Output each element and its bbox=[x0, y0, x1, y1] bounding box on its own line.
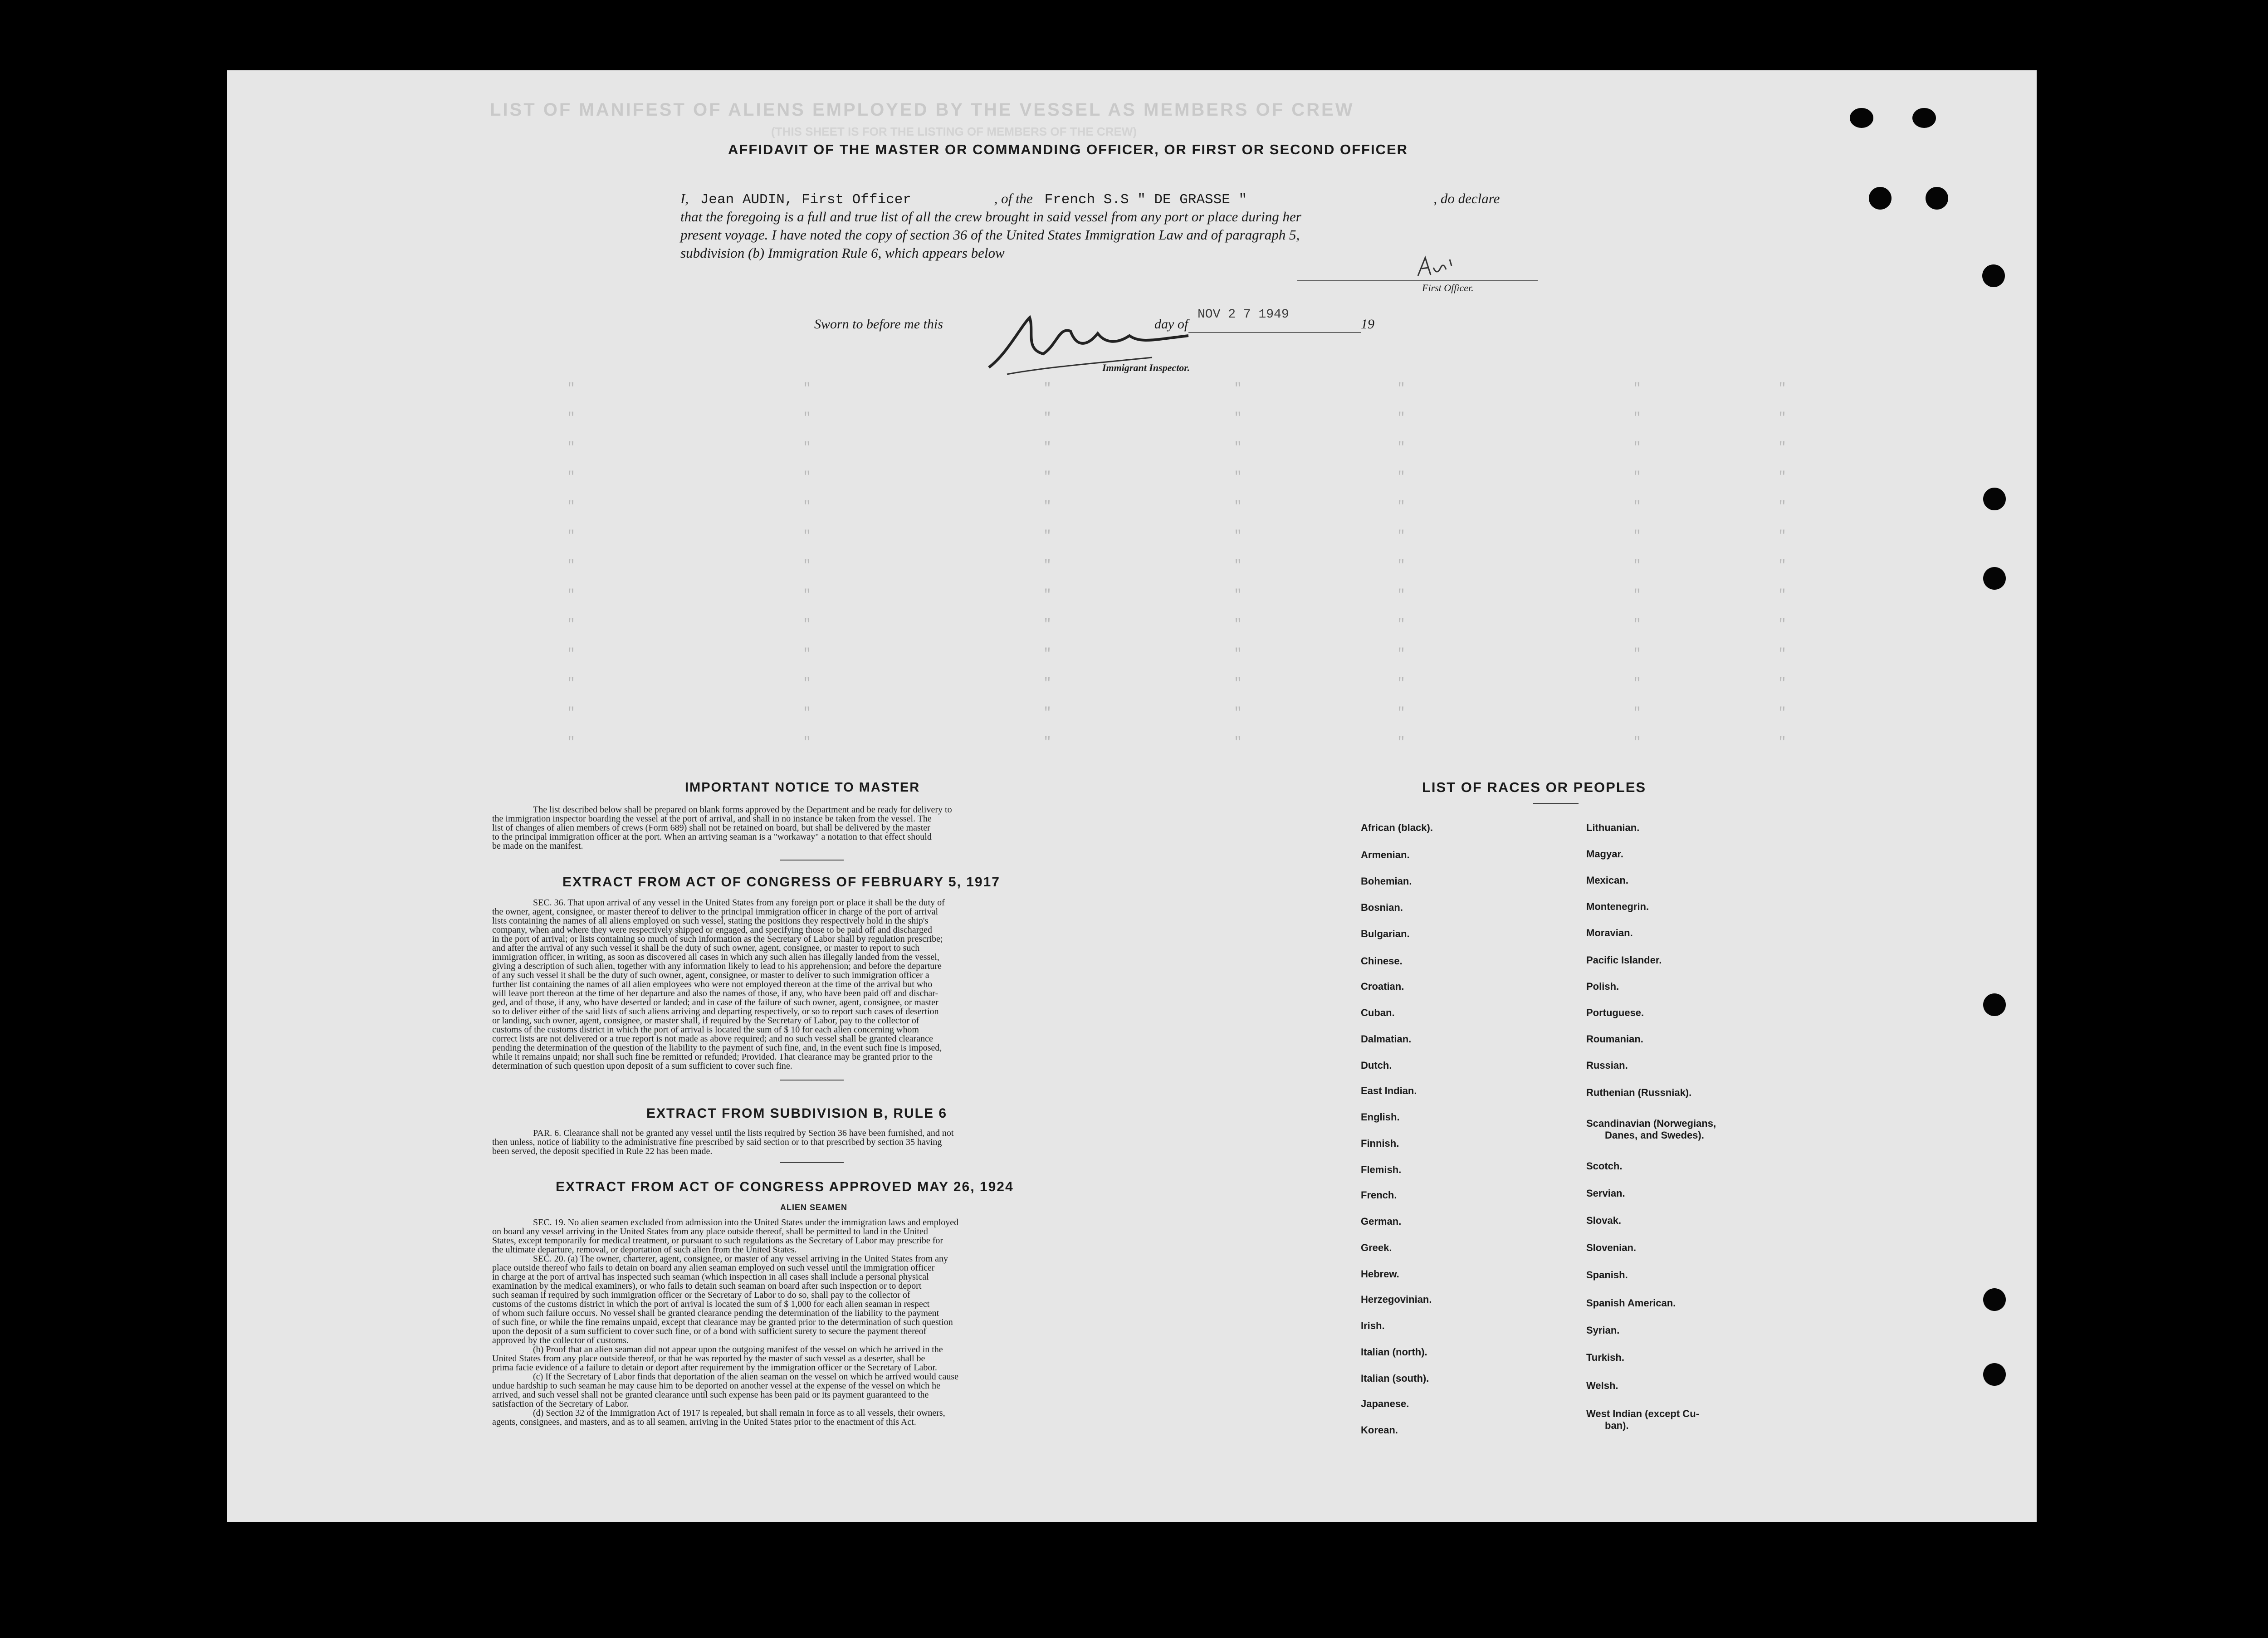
race-item: East Indian. bbox=[1361, 1085, 1417, 1096]
declaration-end: , do declare bbox=[1433, 191, 1500, 206]
extract-1924-line: approved by the collector of customs. bbox=[492, 1335, 629, 1345]
extract-rule6-line: then unless, notice of liability to the administrative fine prescribed by said section or to that prescribed by section 35 having bbox=[492, 1137, 942, 1147]
notice-line: The list described below shall be prepared on blank forms approved by the Department and be ready for delivery to bbox=[533, 805, 952, 815]
declaration-line-4: subdivision (b) Immigration Rule 6, which appears below bbox=[680, 245, 1005, 261]
race-item: Moravian. bbox=[1586, 927, 1633, 939]
extract-1924-line: such seaman if required by such immigration officer or the Secretary of Labor to do so, shall pay to the collector of bbox=[492, 1290, 910, 1300]
race-item: Japanese. bbox=[1361, 1398, 1409, 1409]
race-item: Portuguese. bbox=[1586, 1007, 1644, 1018]
race-item: Danes, and Swedes). bbox=[1605, 1129, 1704, 1141]
year-label: 19 bbox=[1361, 317, 1374, 332]
extract-1917-line: of any such vessel it shall be the duty of such owner, agent, consignee, or master to deliver to such immigration officer a bbox=[492, 970, 929, 980]
race-item: Chinese. bbox=[1361, 955, 1403, 967]
affidavit-heading: AFFIDAVIT OF THE MASTER OR COMMANDING OFFICER, OR FIRST OR SECOND OFFICER bbox=[728, 142, 1408, 157]
race-item: Bulgarian. bbox=[1361, 928, 1410, 939]
extract-1917-heading: EXTRACT FROM ACT OF CONGRESS OF FEBRUARY 5, 1917 bbox=[562, 875, 1000, 890]
ditto-row: " " " " " " " bbox=[567, 499, 1787, 514]
bleed-through-heading: LIST OF MANIFEST OF ALIENS EMPLOYED BY THE VESSEL AS MEMBERS OF CREW bbox=[490, 100, 1354, 120]
extract-1924-line: undue hardship to such seaman he may cause him to be deported on another vessel at the expense of the vessel on which he bbox=[492, 1381, 941, 1391]
extract-1924-line: States, except temporarily for medical treatment, or pursuant to such regulations as the Secretary of Labor may prescribe for bbox=[492, 1236, 943, 1246]
race-item: Scandinavian (Norwegians, bbox=[1586, 1118, 1716, 1129]
vessel-name-field: French S.S " DE GRASSE " bbox=[1044, 192, 1247, 208]
ditto-row: " " " " " " " bbox=[567, 469, 1787, 485]
day-label: day of bbox=[1154, 317, 1188, 332]
ditto-row: " " " " " " " bbox=[567, 587, 1787, 603]
race-item: Slovak. bbox=[1586, 1215, 1622, 1226]
section-divider bbox=[780, 1080, 844, 1081]
section-divider bbox=[780, 1162, 844, 1163]
extract-rule6-heading: EXTRACT FROM SUBDIVISION B, RULE 6 bbox=[646, 1106, 948, 1121]
extract-1924-line: on board any vessel arriving in the United States from any place outside thereof, shall be permitted to land in the United bbox=[492, 1227, 928, 1237]
notice-line: list of changes of alien members of crews (Form 689) shall not be retained on board, but shall be delivered by the master bbox=[492, 823, 930, 833]
punch-hole bbox=[1850, 108, 1873, 128]
race-item: Armenian. bbox=[1361, 849, 1410, 861]
extract-1917-line: determination of such question upon deposit of a sum sufficient to cover such fine. bbox=[492, 1061, 792, 1071]
officer-caption: First Officer. bbox=[1422, 282, 1474, 293]
race-item: Magyar. bbox=[1586, 848, 1623, 860]
race-item: Croatian. bbox=[1361, 981, 1404, 992]
extract-1924-line: arrived, and such vessel shall not be granted clearance until such expense has been paid or its payment guaranteed to the bbox=[492, 1390, 929, 1400]
extract-1924-line: place outside thereof who fails to detain on board any alien seaman employed on such vessel until the immigration officer bbox=[492, 1263, 935, 1273]
notice-heading: IMPORTANT NOTICE TO MASTER bbox=[685, 780, 920, 795]
bleed-through-subheading: (THIS SHEET IS FOR THE LISTING OF MEMBERS OF THE CREW) bbox=[771, 125, 1137, 138]
race-item: Herzegovinian. bbox=[1361, 1294, 1432, 1305]
declaration-line-1 bbox=[680, 191, 1500, 208]
ditto-row: " " " " " " " bbox=[567, 381, 1787, 396]
extract-1917-line: or landing, such owner, agent, consignee, or master shall, if required by the Secretary of Labor, pay to the collector of bbox=[492, 1016, 919, 1026]
extract-1917-line: pending the determination of the question of the liability to the payment of such fine, and, in the event such fine is imposed, bbox=[492, 1043, 942, 1053]
extract-1924-line: SEC. 20. (a) The owner, charterer, agent, consignee, or master of any vessel arriving in the United States from any bbox=[533, 1254, 948, 1264]
ditto-row: " " " " " " " bbox=[567, 676, 1787, 691]
race-item: Russian. bbox=[1586, 1060, 1628, 1071]
race-item: Dutch. bbox=[1361, 1060, 1392, 1071]
race-item: Bohemian. bbox=[1361, 875, 1412, 887]
extract-1917-body bbox=[492, 898, 1163, 1071]
race-item: Welsh. bbox=[1586, 1380, 1618, 1391]
extract-1924-line: agents, consignees, and masters, and as to all seamen, arriving in the United States prior to the enactment of this Act. bbox=[492, 1417, 916, 1427]
race-item: Bosnian. bbox=[1361, 902, 1403, 913]
extract-rule6-line: PAR. 6. Clearance shall not be granted any vessel until the lists required by Section 36 have been furnished, and not bbox=[533, 1128, 954, 1138]
extract-1924-line: examination by the medical examiners), or who fails to detain such seaman on board after such inspection or to deport bbox=[492, 1281, 922, 1291]
notice-line: to the principal immigration officer at the port. When an arriving seaman is a "workaway" a notation to that effect should bbox=[492, 832, 932, 842]
race-item: Syrian. bbox=[1586, 1325, 1620, 1336]
extract-1924-heading: EXTRACT FROM ACT OF CONGRESS APPROVED MAY 26, 1924 bbox=[556, 1179, 1014, 1194]
extract-1917-line: immigration officer, in writing, as soon as discovered all cases in which any such alien has illegally landed from the vessel, bbox=[492, 952, 939, 962]
extract-1917-line: further list containing the names of all alien employees who were not employed thereon at the time of the arrival but who bbox=[492, 979, 933, 989]
declaration-of-the: , of the bbox=[994, 191, 1033, 206]
extract-1924-line: (c) If the Secretary of Labor finds that deportation of the alien seaman on the vessel on which he arrived would cause bbox=[533, 1372, 958, 1382]
notice-line: be made on the manifest. bbox=[492, 841, 583, 851]
ditto-row: " " " " " " " bbox=[567, 411, 1787, 426]
extract-1924-line: the ultimate departure, removal, or deportation of such alien from the United States. bbox=[492, 1245, 797, 1255]
race-item: Hebrew. bbox=[1361, 1268, 1399, 1280]
extract-1924-line: (d) Section 32 of the Immigration Act of 1917 is repealed, but shall remain in force as to all vessels, their owners, bbox=[533, 1408, 945, 1418]
section-divider bbox=[1533, 803, 1579, 804]
extract-1917-line: so to deliver either of the said lists of such aliens arriving and departing respectively, or so to report such cases of desertion bbox=[492, 1007, 939, 1017]
race-item: Italian (north). bbox=[1361, 1346, 1427, 1358]
punch-hole bbox=[1983, 993, 2006, 1016]
extract-1924-line: SEC. 19. No alien seamen excluded from admission into the United States under the immigration laws and employed bbox=[533, 1217, 959, 1227]
extract-1917-line: ged, and of those, if any, who have deserted or landed; and in case of the failure of such owner, agent, consignee, or master bbox=[492, 997, 938, 1007]
ditto-row: " " " " " " " bbox=[567, 528, 1787, 544]
notice-line: the immigration inspector boarding the vessel at the port of arrival, and shall in no instance be taken from the vessel. The bbox=[492, 814, 932, 824]
extract-1917-line: company, when and where they were respectively shipped or engaged, and specifying those to be paid off and discharged bbox=[492, 925, 932, 935]
punch-hole bbox=[1983, 1288, 2006, 1311]
ditto-row: " " " " " " " bbox=[567, 705, 1787, 721]
race-item: Spanish. bbox=[1586, 1269, 1628, 1281]
extract-1924-line: in charge at the port of arrival has inspected such seaman (which inspection in all cases shall include a personal physical bbox=[492, 1272, 929, 1282]
race-item: German. bbox=[1361, 1216, 1402, 1227]
race-item: Ruthenian (Russniak). bbox=[1586, 1087, 1692, 1098]
extract-1924-line: upon the deposit of a sum sufficient to cover such fine, or of a bond with sufficient surety to secure the payment thereof bbox=[492, 1326, 927, 1336]
ditto-row: " " " " " " " bbox=[567, 617, 1787, 632]
extract-1917-line: lists containing the names of all aliens employed on such vessel, stating the positions they respectively hold in the ship's bbox=[492, 916, 929, 926]
extract-1917-line: while it remains unpaid; nor shall such fine be remitted or refunded; Provided. That clearance may be granted prior to the bbox=[492, 1052, 933, 1062]
notice-body bbox=[492, 805, 1163, 851]
extract-rule6-line: been served, the deposit specified in Rule 22 has been made. bbox=[492, 1146, 713, 1156]
extract-1924-line: (b) Proof that an alien seaman did not appear upon the outgoing manifest of the vessel on which he arrived in the bbox=[533, 1345, 943, 1354]
officer-signature bbox=[1415, 254, 1470, 281]
race-item: Servian. bbox=[1586, 1188, 1625, 1199]
race-item: Irish. bbox=[1361, 1320, 1385, 1331]
punch-hole bbox=[1982, 264, 2005, 287]
race-item: ban). bbox=[1605, 1420, 1629, 1431]
race-item: Turkish. bbox=[1586, 1352, 1624, 1363]
ditto-row: " " " " " " " bbox=[567, 646, 1787, 662]
extract-1924-body bbox=[492, 1218, 1163, 1427]
race-item: Mexican. bbox=[1586, 875, 1628, 886]
race-item: Polish. bbox=[1586, 981, 1619, 992]
declaration-pronoun: I, bbox=[680, 191, 689, 206]
race-item: Flemish. bbox=[1361, 1164, 1402, 1175]
race-item: Greek. bbox=[1361, 1242, 1392, 1253]
extract-1924-line: of whom such failure occurs. No vessel shall be granted clearance pending the determination of the liability to the payment bbox=[492, 1308, 939, 1318]
race-item: Pacific Islander. bbox=[1586, 954, 1662, 966]
ditto-row: " " " " " " " bbox=[567, 440, 1787, 455]
punch-hole bbox=[1912, 108, 1936, 128]
extract-1917-line: and after the arrival of any such vessel it shall be the duty of such owner, agent, consignee, or master to report to such bbox=[492, 943, 920, 953]
race-item: Scotch. bbox=[1586, 1160, 1623, 1172]
officer-name-field: Jean AUDIN, First Officer bbox=[700, 192, 911, 208]
punch-hole bbox=[1926, 187, 1948, 210]
alien-seamen-subheading: ALIEN SEAMEN bbox=[780, 1203, 848, 1212]
extract-1917-line: correct lists are not delivered or a true report is not made as above required; and no such vessel shall be granted clearance bbox=[492, 1034, 933, 1044]
declaration-line-2: that the foregoing is a full and true list of all the crew brought in said vessel from any port or place during her bbox=[680, 209, 1301, 225]
race-item: Dalmatian. bbox=[1361, 1033, 1412, 1045]
extract-1917-line: will leave port thereon at the time of her departure and also the names of those, if any, who have been paid off and dischar- bbox=[492, 988, 938, 998]
race-item: African (black). bbox=[1361, 822, 1433, 833]
inspector-caption: Immigrant Inspector. bbox=[1102, 362, 1190, 373]
extract-1924-line: satisfaction of the Secretary of Labor. bbox=[492, 1399, 629, 1409]
ditto-row: " " " " " " " bbox=[567, 558, 1787, 573]
race-item: Slovenian. bbox=[1586, 1242, 1637, 1253]
extract-1924-line: of such fine, or while the fine remains unpaid, except that clearance may be granted prior to the determination of such question bbox=[492, 1317, 953, 1327]
ditto-row: " " " " " " " bbox=[567, 735, 1787, 750]
section-divider bbox=[780, 860, 844, 861]
race-item: West Indian (except Cu- bbox=[1586, 1408, 1699, 1419]
race-item: Cuban. bbox=[1361, 1007, 1395, 1018]
date-line bbox=[1188, 332, 1361, 333]
extract-1917-line: the owner, agent, consignee, or master thereof to deliver to the principal immigration officer in charge of the port of arrival bbox=[492, 907, 938, 917]
race-item: Montenegrin. bbox=[1586, 901, 1649, 912]
extract-1917-line: giving a description of such alien, together with any information likely to lead to his apprehension; and before the departure bbox=[492, 961, 942, 971]
race-item: Spanish American. bbox=[1586, 1297, 1676, 1309]
extract-1917-line: SEC. 36. That upon arrival of any vessel in the United States from any foreign port or place it shall be the duty of bbox=[533, 898, 945, 908]
punch-hole bbox=[1983, 1363, 2006, 1386]
race-item: Finnish. bbox=[1361, 1138, 1399, 1149]
officer-signature-line bbox=[1297, 280, 1538, 281]
extract-rule6-body bbox=[492, 1129, 1163, 1156]
extract-1924-line: prima facie evidence of a failure to detain or deport after requirement by the immigration officer or the Secretary of Labor. bbox=[492, 1363, 937, 1373]
races-heading: LIST OF RACES OR PEOPLES bbox=[1422, 779, 1647, 795]
date-stamp: NOV 2 7 1949 bbox=[1198, 308, 1289, 322]
race-item: Korean. bbox=[1361, 1424, 1398, 1436]
race-item: English. bbox=[1361, 1111, 1400, 1123]
race-item: French. bbox=[1361, 1189, 1397, 1201]
extract-1917-line: customs of the customs district in which the port of arrival is located the sum of $ 10 for each alien concerning whom bbox=[492, 1025, 919, 1035]
sworn-statement: Sworn to before me this bbox=[814, 317, 943, 332]
extract-1917-line: in the port of arrival; or lists containing so much of such information as the Secretary of Labor shall by regulation prescribe; bbox=[492, 934, 943, 944]
extract-1924-line: United States from any place outside thereof, or that he was reported by the master of such vessel as a deserter, shall be bbox=[492, 1354, 925, 1364]
declaration-line-3: present voyage. I have noted the copy of section 36 of the United States Immigration Law and of paragraph 5, bbox=[680, 227, 1300, 243]
race-item: Lithuanian. bbox=[1586, 822, 1640, 833]
extract-1924-line: customs of the customs district in which the port of arrival is located the sum of $ 1,000 for each alien seaman in respect bbox=[492, 1299, 930, 1309]
race-item: Italian (south). bbox=[1361, 1373, 1429, 1384]
punch-hole bbox=[1869, 187, 1892, 210]
race-item: Roumanian. bbox=[1586, 1033, 1643, 1045]
